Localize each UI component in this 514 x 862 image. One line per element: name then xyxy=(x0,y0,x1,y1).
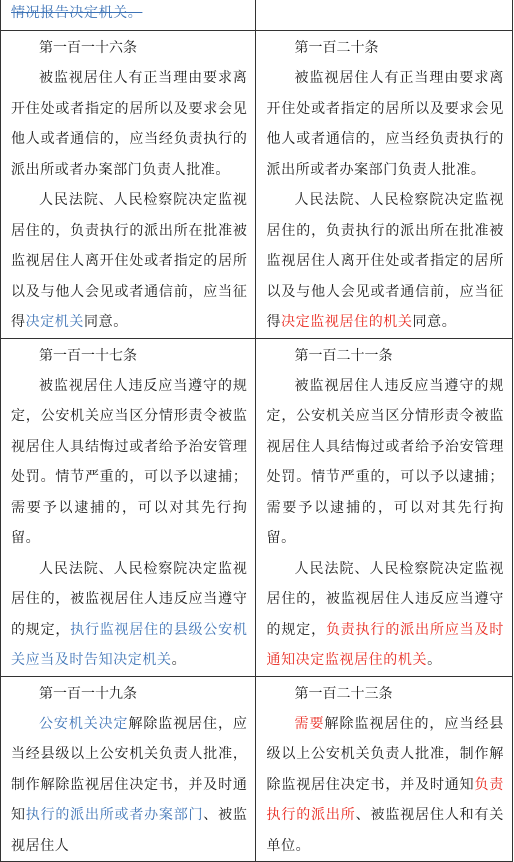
article-paragraph xyxy=(266,185,504,338)
article-heading: 第一百二十一条 xyxy=(294,347,393,364)
highlight-text: 决定监视居住的机关 xyxy=(281,314,413,330)
highlight-text: 需要 xyxy=(294,715,325,732)
article-paragraph: 被监视居住人违反应当遵守的规定，公安机关应当区分情形责令被监视居住人具结悔过或者给予治安管理处罚。情节严重的，可以予以逮捕；需要予以逮捕的，可以对其先行拘留。 xyxy=(11,377,248,546)
text-run: 人民法院、人民检察院决定监视居住的，被监视居住人违反应当遵守的规定， xyxy=(266,560,504,638)
highlight-text: 负责执行的派出所应当及时通知决定监视居住的机关 xyxy=(266,621,505,668)
article-paragraph xyxy=(11,554,247,676)
text-run: 解除监视居住，应当经县级以上公安机关负责人批准，制作解除监视居住决定书，并及时通知 xyxy=(11,715,248,823)
table-row xyxy=(1,676,513,862)
article-paragraph xyxy=(11,185,247,338)
highlight-text: 执行监视居住的县级公安机关应当及时告知决定机关 xyxy=(11,621,248,668)
text-run: 解除监视居住的，应当经县级以上公安机关负责人批准，制作解除监视居住决定书，并及时通知 xyxy=(266,715,505,793)
table-cell-left xyxy=(1,676,256,862)
article-heading: 第一百一十六条 xyxy=(39,40,137,56)
text-run: 同意。 xyxy=(84,314,128,330)
article-heading: 第一百二十三条 xyxy=(294,685,393,702)
table-row xyxy=(1,0,513,31)
highlight-text: 公安机关决定 xyxy=(39,715,129,732)
article-paragraph: 被监视居住人违反应当遵守的规定，公安机关应当区分情形责令被监视居住人具结悔过或者给予治安管理处罚。情节严重的，可以予以逮捕；需要予以逮捕的，可以对其先行拘留。 xyxy=(266,377,504,546)
table-cell-right xyxy=(256,676,513,862)
table-row xyxy=(1,31,513,339)
carryover-text xyxy=(11,0,247,30)
article-heading: 第一百二十条 xyxy=(294,40,379,56)
article-paragraph xyxy=(266,709,504,862)
text-run: 、被监视居住人 xyxy=(11,807,248,854)
article-heading: 第一百一十九条 xyxy=(39,685,137,702)
table-cell-right xyxy=(256,338,513,676)
article-heading: 第一百一十七条 xyxy=(39,347,137,364)
text-run: 人民法院、人民检察院决定监视居住的，负责执行的派出所在批准被监视居住人离开住处或者指定的居所以及与他人会见或者通信前，应当征得 xyxy=(266,192,504,330)
table-row xyxy=(1,338,513,676)
table-cell-right xyxy=(256,31,513,339)
text-run: 人民法院、人民检察院决定监视居住的，负责执行的派出所在批准被监视居住人离开住处或者指定的居所以及与他人会见或者通信前，应当征得 xyxy=(11,192,248,330)
article-paragraph: 被监视居住人有正当理由要求离开住处或者指定的居所以及要求会见他人或者通信的，应当经负责执行的派出所或者办案部门负责人批准。 xyxy=(11,70,248,178)
table-cell-left xyxy=(1,0,256,31)
highlight-text: 执行的派出所或者办案部门 xyxy=(25,807,204,823)
article-paragraph xyxy=(11,709,247,862)
table-cell-left xyxy=(1,338,256,676)
text-run: 同意。 xyxy=(412,314,457,330)
table-cell-left xyxy=(1,31,256,339)
struck-text: 情况报告决定机关。 xyxy=(11,5,143,21)
highlight-text: 负责执行的派出所 xyxy=(266,776,504,823)
table-cell-right xyxy=(256,0,513,31)
text-run: 。 xyxy=(171,652,187,668)
text-run: 。 xyxy=(427,652,442,668)
text-run: 人民法院、人民检察院决定监视居住的，被监视居住人违反应当遵守的规定， xyxy=(11,560,248,638)
article-paragraph: 被监视居住人有正当理由要求离开住处或者指定的居所以及要求会见他人或者通信的，应当经负责执行的派出所或者办案部门负责人批准。 xyxy=(266,70,504,178)
text-run: 、被监视居住人和有关单位。 xyxy=(266,807,504,854)
highlight-text: 决定机关 xyxy=(25,314,85,330)
article-paragraph xyxy=(266,554,504,676)
